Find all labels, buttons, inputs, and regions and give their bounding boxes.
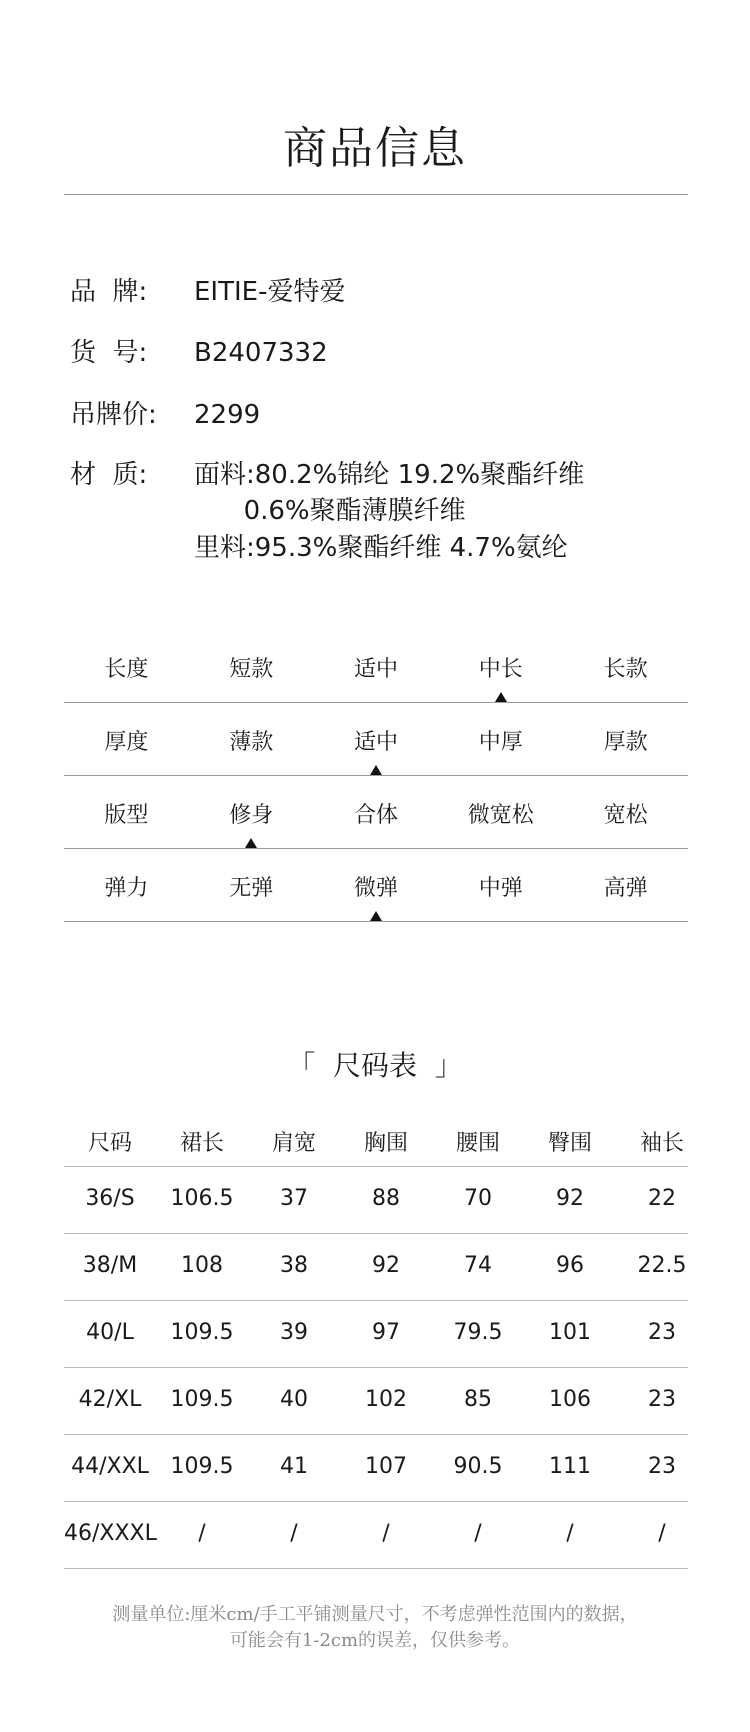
attribute-option: 修身 — [229, 803, 274, 828]
selected-marker-icon — [370, 765, 382, 775]
size-label: 42/XL — [78, 1387, 142, 1412]
attribute-option: 薄款 — [229, 730, 274, 755]
table-cell: 109.5 — [170, 1387, 234, 1412]
column-header: 臀围 — [547, 1131, 592, 1156]
table-cell: 106 — [549, 1387, 591, 1412]
table-cell: / — [474, 1521, 482, 1546]
selected-marker-icon — [245, 838, 257, 848]
info-label-item-no: 货 号: — [70, 338, 148, 368]
attribute-row — [64, 776, 688, 849]
attribute-option: 短款 — [229, 657, 274, 682]
table-cell: 74 — [464, 1253, 492, 1278]
table-row — [64, 1501, 688, 1568]
selected-marker-icon — [370, 911, 382, 921]
table-cell: 90.5 — [453, 1454, 503, 1479]
attribute-name: 长度 — [104, 657, 149, 682]
table-cell: 107 — [365, 1454, 407, 1479]
info-value-material-line-3: 里料:95.3%聚酯纤维 4.7%氨纶 — [194, 533, 568, 563]
column-header: 胸围 — [363, 1131, 408, 1156]
info-label-brand: 品 牌: — [70, 277, 148, 307]
column-header: 腰围 — [455, 1131, 500, 1156]
table-cell: / — [198, 1521, 206, 1546]
attribute-option: 高弹 — [603, 876, 648, 901]
table-cell: 37 — [280, 1186, 308, 1211]
table-cell: / — [566, 1521, 574, 1546]
attribute-option: 微宽松 — [467, 803, 534, 828]
size-label: 44/XXL — [71, 1454, 149, 1479]
table-cell: 109.5 — [170, 1320, 234, 1345]
info-label-material: 材 质: — [70, 460, 148, 490]
attribute-option: 无弹 — [229, 876, 274, 901]
row-divider — [64, 1166, 688, 1167]
row-divider — [64, 921, 688, 922]
info-value-material-line-1: 面料:80.2%锦纶 19.2%聚酯纤维 — [194, 460, 585, 490]
attribute-row — [64, 849, 688, 922]
info-label-price: 吊牌价: — [70, 400, 157, 430]
attribute-option: 宽松 — [603, 803, 648, 828]
column-header: 裙长 — [179, 1131, 224, 1156]
table-cell: / — [290, 1521, 298, 1546]
table-cell: 88 — [372, 1186, 400, 1211]
table-cell: / — [658, 1521, 666, 1546]
table-cell: 111 — [549, 1454, 591, 1479]
measurement-note-line-1: 测量单位:厘米cm/手工平铺测量尺寸，不考虑弹性范围内的数据， — [112, 1604, 638, 1625]
table-cell: 79.5 — [453, 1320, 503, 1345]
table-cell: 108 — [181, 1253, 223, 1278]
table-cell: 39 — [280, 1320, 308, 1345]
attribute-option: 中厚 — [478, 730, 523, 755]
table-cell: 102 — [365, 1387, 407, 1412]
table-cell: 109.5 — [170, 1454, 234, 1479]
size-label: 38/M — [82, 1253, 138, 1278]
table-cell: 96 — [556, 1253, 584, 1278]
measurement-note-line-2: 可能会有1-2cm的误差，仅供参考。 — [229, 1630, 521, 1651]
table-cell: / — [382, 1521, 390, 1546]
table-cell: 40 — [280, 1387, 308, 1412]
attribute-option: 长款 — [603, 657, 648, 682]
table-cell: 41 — [280, 1454, 308, 1479]
row-divider — [64, 1501, 688, 1502]
table-cell: 101 — [549, 1320, 591, 1345]
row-divider — [64, 1434, 688, 1435]
info-row-material — [70, 459, 690, 569]
table-cell: 22.5 — [637, 1253, 687, 1278]
column-header: 袖长 — [639, 1131, 684, 1156]
column-header: 肩宽 — [271, 1131, 316, 1156]
table-row — [64, 1300, 688, 1367]
table-cell: 92 — [372, 1253, 400, 1278]
size-table-title: 「 尺码表 」 — [287, 1049, 463, 1082]
table-cell: 92 — [556, 1186, 584, 1211]
column-header: 尺码 — [87, 1131, 132, 1156]
attribute-name: 弹力 — [104, 876, 149, 901]
attribute-option: 微弹 — [353, 876, 398, 901]
page-title: 商品信息 — [283, 123, 467, 174]
attribute-option: 合体 — [353, 803, 398, 828]
info-value-item-no: B2407332 — [194, 338, 328, 368]
row-divider — [64, 1300, 688, 1301]
attribute-name: 版型 — [104, 803, 149, 828]
table-cell: 23 — [648, 1387, 676, 1412]
attribute-option: 适中 — [353, 730, 398, 755]
title-divider — [64, 194, 688, 195]
row-divider — [64, 1367, 688, 1368]
attribute-option: 厚款 — [603, 730, 648, 755]
table-cell: 23 — [648, 1454, 676, 1479]
table-row — [64, 1166, 688, 1233]
table-cell: 70 — [464, 1186, 492, 1211]
info-value-material-line-2: 0.6%聚酯薄膜纤维 — [194, 496, 466, 526]
info-value-brand: EITIE-爱特爱 — [194, 277, 346, 307]
attribute-row — [64, 703, 688, 776]
table-cell: 106.5 — [170, 1186, 234, 1211]
size-label: 40/L — [86, 1320, 134, 1345]
row-divider — [64, 1233, 688, 1234]
table-cell: 85 — [464, 1387, 492, 1412]
size-label: 36/S — [85, 1186, 135, 1211]
table-row — [64, 1367, 688, 1434]
attribute-name: 厚度 — [104, 730, 149, 755]
attribute-option: 中弹 — [478, 876, 523, 901]
info-value-price: 2299 — [194, 400, 261, 430]
attribute-option: 中长 — [478, 657, 523, 682]
size-table-bottom-divider — [64, 1568, 688, 1569]
size-table-header — [64, 1126, 688, 1166]
size-label: 46/XXXL — [64, 1521, 157, 1546]
table-cell: 97 — [372, 1320, 400, 1345]
table-cell: 23 — [648, 1320, 676, 1345]
attribute-option: 适中 — [353, 657, 398, 682]
table-row — [64, 1434, 688, 1501]
table-row — [64, 1233, 688, 1300]
attribute-row — [64, 630, 688, 703]
selected-marker-icon — [495, 692, 507, 702]
table-cell: 22 — [648, 1186, 676, 1211]
table-cell: 38 — [280, 1253, 308, 1278]
